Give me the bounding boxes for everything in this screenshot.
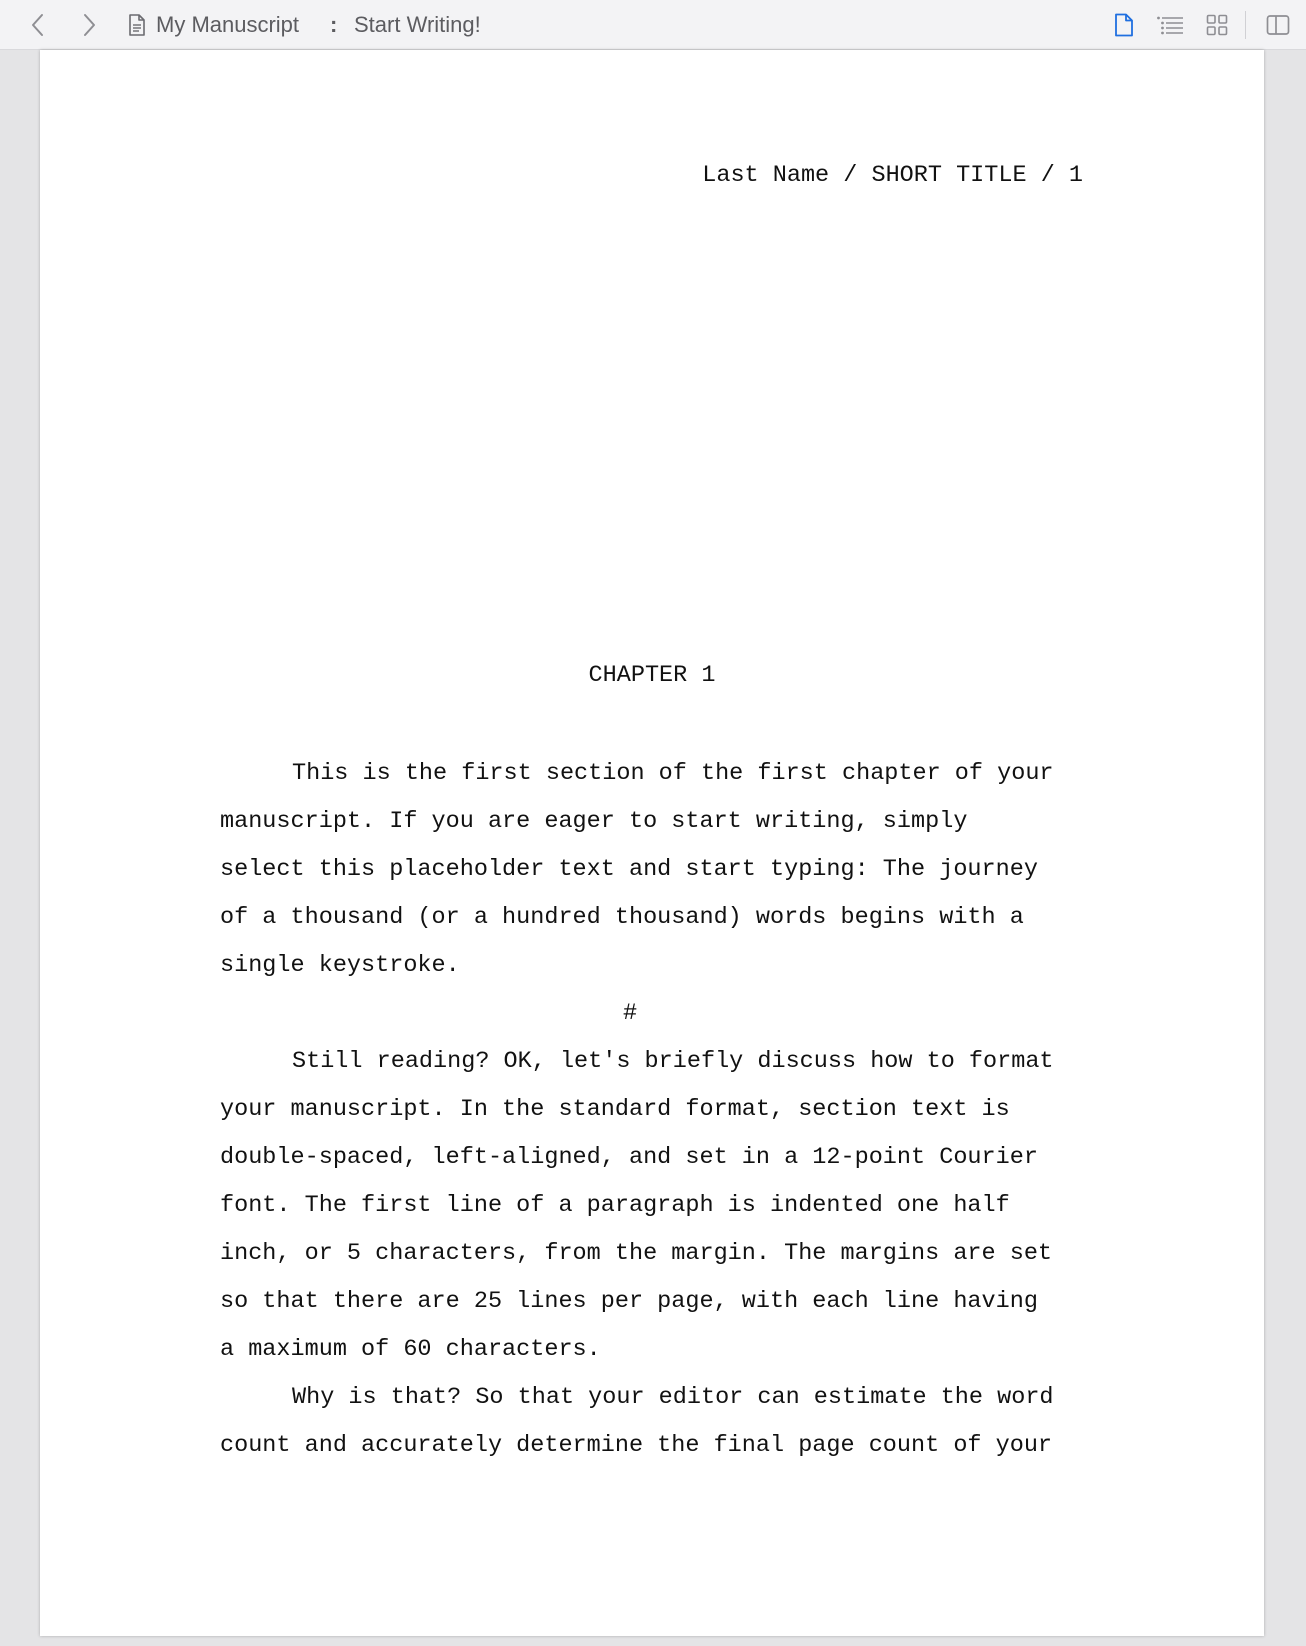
running-head: Last Name / SHORT TITLE / 1 <box>702 162 1083 189</box>
text-line: a maximum of 60 characters. <box>220 1336 601 1363</box>
outline-view-icon <box>1156 15 1184 35</box>
section-title: Start Writing! <box>354 12 481 37</box>
toolbar <box>0 0 1306 50</box>
text-line: inch, or 5 characters, from the margin. The margins are set <box>220 1240 1053 1267</box>
breadcrumb-section[interactable] <box>354 10 481 40</box>
text-line: This is the first section of the first chapter of your <box>292 760 1054 787</box>
toolbar-divider <box>1245 11 1246 39</box>
breadcrumb-separator: : <box>330 12 338 37</box>
grid-view-button[interactable] <box>1201 10 1233 40</box>
breadcrumb-document[interactable] <box>128 10 299 40</box>
text-line: of a thousand (or a hundred thousand) words begins with a <box>220 904 1024 931</box>
page-view-button[interactable] <box>1108 10 1140 40</box>
text-line: font. The first line of a paragraph is indented one half <box>220 1192 1010 1219</box>
forward-button[interactable] <box>74 9 104 41</box>
scene-break: # <box>622 1000 638 1027</box>
text-line: single keystroke. <box>220 952 460 979</box>
page-view-icon <box>1114 13 1134 37</box>
document-title: My Manuscript <box>156 12 300 37</box>
text-line: Still reading? OK, let's briefly discuss how to format <box>292 1048 1054 1075</box>
chevron-right-icon <box>82 13 96 37</box>
manuscript-body[interactable] <box>220 750 1100 1470</box>
text-line: Why is that? So that your editor can estimate the word <box>292 1384 1054 1411</box>
text-line: count and accurately determine the final page count of your <box>220 1432 1053 1459</box>
chevron-left-icon <box>31 13 45 37</box>
sidebar-icon <box>1266 14 1290 36</box>
text-line: double-spaced, left-aligned, and set in a 12-point Courier <box>220 1144 1038 1171</box>
text-line: so that there are 25 lines per page, with each line having <box>220 1288 1038 1315</box>
text-line: manuscript. If you are eager to start writing, simply <box>220 808 968 835</box>
sidebar-toggle-button[interactable] <box>1262 10 1294 40</box>
chapter-title: CHAPTER 1 <box>588 662 716 689</box>
grid-view-icon <box>1206 14 1228 36</box>
back-button[interactable] <box>23 9 53 41</box>
manuscript-page[interactable] <box>40 50 1264 1636</box>
text-line: your manuscript. In the standard format, section text is <box>220 1096 1010 1123</box>
document-icon <box>128 14 146 36</box>
text-line: select this placeholder text and start typing: The journey <box>220 856 1038 883</box>
outline-view-button[interactable] <box>1154 10 1186 40</box>
